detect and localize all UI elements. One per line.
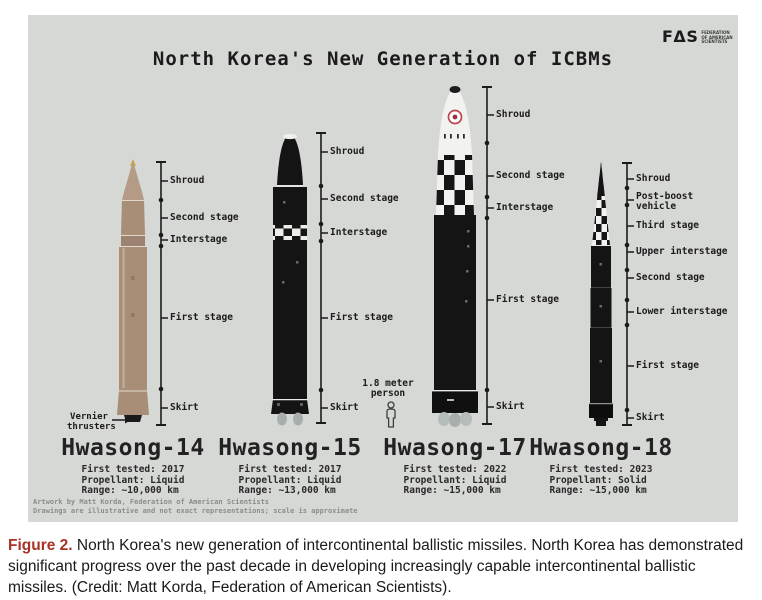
missile-details-hwasong-15	[205, 465, 375, 497]
missile-details-hwasong-17	[370, 465, 540, 497]
label-hs15-shroud: Shroud	[330, 146, 365, 157]
hs17-propellant: Propellant: Liquid	[403, 474, 507, 486]
label-hs18-upper-interstage: Upper interstage	[636, 246, 728, 257]
missile-name-hwasong-18: Hwasong-18	[529, 435, 673, 461]
label-hs17-interstage: Interstage	[496, 202, 554, 213]
label-hs18-skirt: Skirt	[636, 412, 665, 423]
label-hs14-first-stage: First stage	[170, 312, 233, 323]
vernier-thrusters-note: Vernier thrusters	[67, 412, 116, 432]
missile-name-hwasong-17: Hwasong-17	[383, 435, 527, 461]
figure-panel	[28, 15, 738, 522]
hs15-propellant: Propellant: Liquid	[238, 474, 342, 486]
label-hs17-shroud: Shroud	[496, 109, 531, 120]
figure-caption-text: North Korea's new generation of intercontinental ballistic missiles. North Korea has demonstrated significant progress over the past decade in developing increasingly capable intercontinental ballistic missiles. (Credit: Matt Korda, Federation of American Scientists).	[8, 537, 744, 596]
label-hs15-first-stage: First stage	[330, 312, 393, 323]
label-hs18-first-stage: First stage	[636, 360, 699, 371]
label-hs17-skirt: Skirt	[496, 401, 525, 412]
person-icon	[381, 401, 401, 429]
person-scale-note: 1.8 meter person	[362, 378, 414, 399]
figure-caption-label: Figure 2.	[8, 537, 73, 554]
missile-name-hwasong-14: Hwasong-14	[61, 435, 205, 461]
hwasong-18-illustration	[585, 160, 641, 430]
label-hs18-third-stage: Third stage	[636, 220, 699, 231]
hs14-first-tested: First tested: 2017	[81, 464, 185, 475]
fas-logo-subtext: FEDERATION OF AMERICAN SCIENTISTS	[701, 30, 733, 45]
credit-line-1: Artwork by Matt Korda, Federation of American Scientists	[33, 498, 270, 506]
vernier-arrow-icon	[112, 415, 132, 425]
label-hs15-second-stage: Second stage	[330, 193, 399, 204]
label-hs14-second-stage: Second stage	[170, 212, 239, 223]
artwork-credit	[33, 498, 358, 515]
label-hs14-interstage: Interstage	[170, 234, 228, 245]
hwasong-17-illustration	[423, 85, 501, 429]
hs18-range: Range: ~15,000 km	[549, 485, 647, 496]
figure-caption	[8, 535, 755, 598]
label-hs14-shroud: Shroud	[170, 175, 205, 186]
missile-details-hwasong-18	[516, 465, 686, 497]
missile-details-hwasong-14	[48, 465, 218, 497]
label-hs18-lower-interstage: Lower interstage	[636, 306, 728, 317]
hs17-first-tested: First tested: 2022	[403, 464, 507, 475]
label-hs18-post-boost-vehicle: Post-boost vehicle	[636, 191, 694, 212]
hs15-first-tested: First tested: 2017	[238, 464, 342, 475]
label-hs17-second-stage: Second stage	[496, 170, 565, 181]
missile-name-hwasong-15: Hwasong-15	[218, 435, 362, 461]
hs18-propellant: Propellant: Solid	[549, 474, 647, 486]
label-hs14-skirt: Skirt	[170, 402, 199, 413]
hs17-range: Range: ~15,000 km	[403, 485, 501, 496]
hwasong-15-illustration	[258, 131, 332, 429]
hs15-range: Range: ~13,000 km	[238, 485, 336, 496]
label-hs15-interstage: Interstage	[330, 227, 388, 238]
hs18-first-tested: First tested: 2023	[549, 464, 653, 475]
label-hs18-second-stage: Second stage	[636, 272, 705, 283]
hs14-range: Range: ~10,000 km	[81, 485, 179, 496]
label-hs17-first-stage: First stage	[496, 294, 559, 305]
figure-title: North Korea's New Generation of ICBMs	[152, 48, 614, 70]
fas-logo-mark: FΔS	[662, 27, 699, 46]
label-hs15-skirt: Skirt	[330, 402, 359, 413]
credit-line-2: Drawings are illustrative and not exact representations; scale is approximate	[33, 506, 358, 515]
fas-logo	[662, 29, 733, 45]
label-hs18-shroud: Shroud	[636, 173, 671, 184]
hs14-propellant: Propellant: Liquid	[81, 474, 185, 486]
hwasong-14-illustration	[108, 158, 172, 428]
